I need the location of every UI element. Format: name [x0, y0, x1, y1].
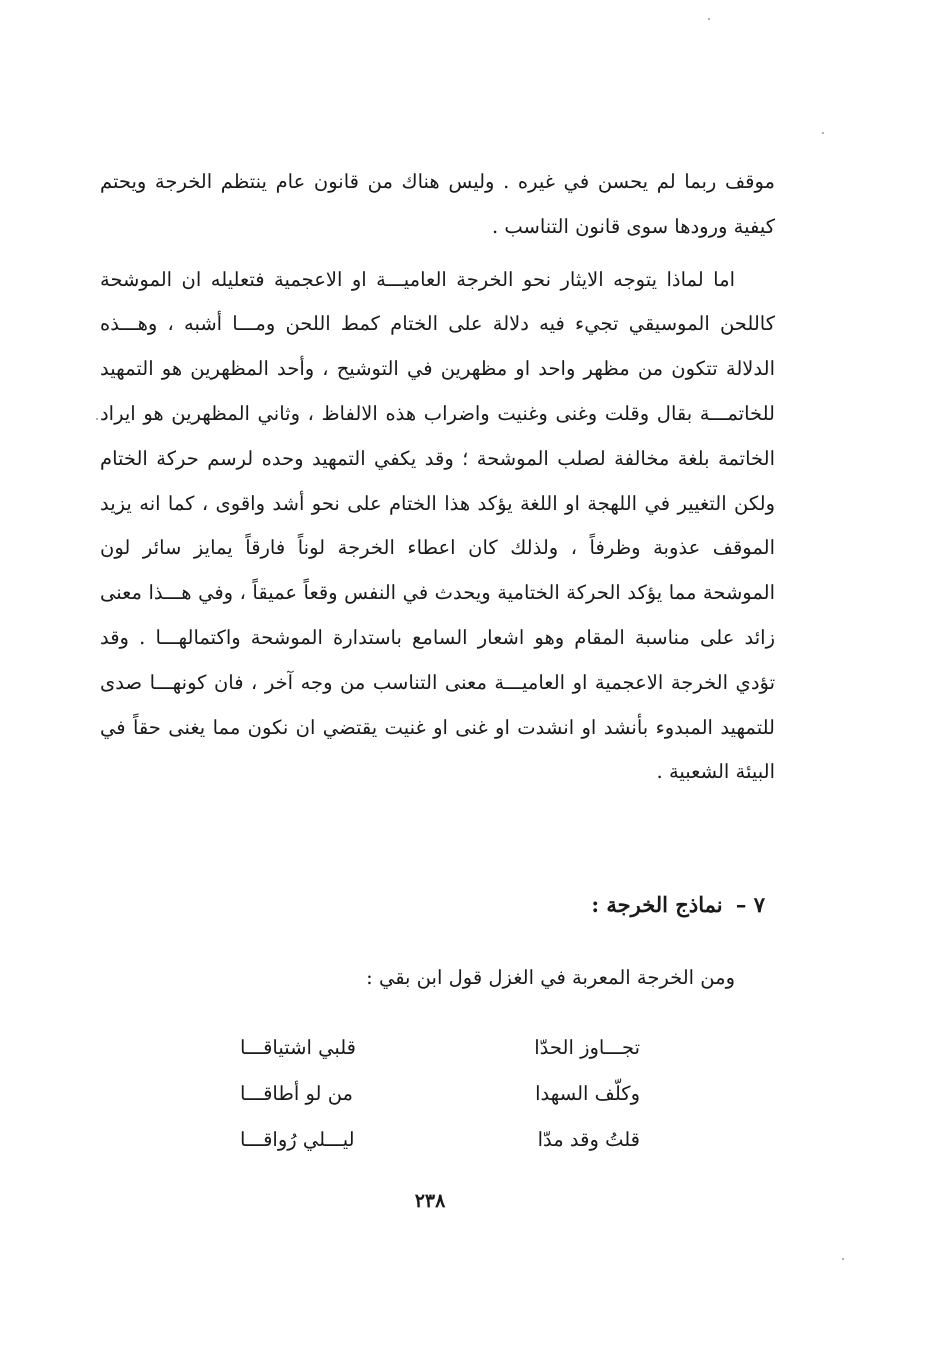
page-number: ٢٣٨ [414, 1190, 446, 1212]
verse-second-hemistich: قلبي اشتياقـــا [240, 1036, 356, 1059]
paper-speck [96, 418, 98, 420]
section-number: ٧ – [735, 892, 765, 917]
verse-first-hemistich: وكلّف السهدا [535, 1082, 640, 1105]
paper-speck [842, 1258, 844, 1260]
verse-first-hemistich: قلتُ وقد مدّا [537, 1128, 640, 1151]
paragraph-2: اما لماذا يتوجه الايثار نحو الخرجة العاميـــة او الاعجمية فتعليله ان الموشحة كاللحن الموسيقي تجيء فيه دلالة على الختام كمط اللحن ومـــا أشبه ، وهـــذه الدلالة تتكون من مظهر واحد او مظهرين في التوشيح ، وأحد المظهرين هو التمهيد للخاتمـــة بقال وقلت وغنى وغنيت واضراب هذه الالفاظ ، وثاني المظهرين هو ايراد الخاتمة بلغة مخالفة لصلب الموشحة ؛ وقد يكفي التمهيد وحده لرسم حركة الختام ولكن التغيير في اللهجة او اللغة يؤكد هذا الختام على نحو أشد واقوى ، كما انه يزيد الموقف عذوبة وظرفاً ، ولذلك كان اعطاء الخرجة لوناً فارقاً يمايز سائر لون الموشحة مما يؤكد الحركة الختامية ويحدث في النفس وقعاً عميقاً ، وفي هـــذا معنى زائد على مناسبة المقام وهو اشعار السامع باستدارة الموشحة واكتمالهـــا . وقد تؤدي الخرجة الاعجمية او العاميـــة معنى التناسب من وجه آخر ، فان كونهـــا صدى للتمهيد المبدوء بأنشد او انشدت او غنى او غنيت يقتضي ان نكون مما يغنى حقاً في البيئة الشعبية . [100, 267, 775, 784]
paper-speck [822, 132, 824, 134]
poem-intro: ومن الخرجة المعربة في الغزل قول ابن بقي : [366, 966, 735, 989]
poem [240, 1025, 640, 1163]
verse-second-hemistich: ليـــلي رُواقـــا [240, 1128, 355, 1151]
verse-row [240, 1071, 640, 1117]
section-heading [591, 892, 765, 917]
verse-row [240, 1025, 640, 1071]
verse-second-hemistich: من لو أطاقـــا [240, 1082, 353, 1105]
body-text [100, 160, 775, 795]
section-title: نماذج الخرجة : [591, 892, 723, 917]
paper-speck [708, 18, 710, 20]
verse-row [240, 1117, 640, 1163]
paragraph-1: موقف ربما لم يحسن في غيره . وليس هناك من قانون عام ينتظم الخرجة ويحتم كيفية ورودها سوى قانون التناسب . [100, 170, 775, 238]
verse-first-hemistich: تجـــاوز الحدّا [534, 1036, 640, 1059]
